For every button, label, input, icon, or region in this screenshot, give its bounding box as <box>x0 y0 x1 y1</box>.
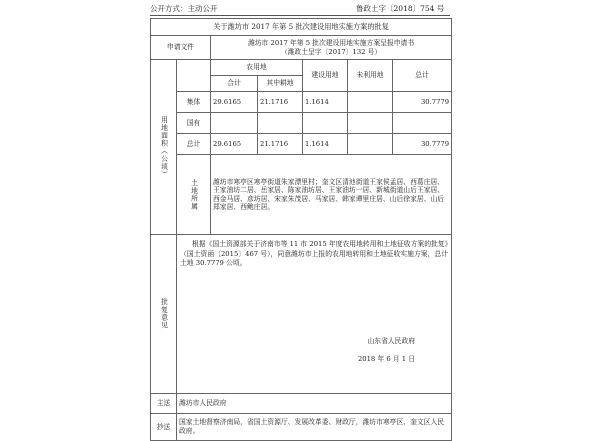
row-label: 国有 <box>177 113 211 134</box>
ownership-text: 潍坊市寒亭区寒亭街道朱家漂里村；奎文区清池街道王家侯孟居、西葛庄居、王家油坊二居、岳家居、陈家油坊居、王家油坊一居、新城街道山后王家居、西金马居、彦坊居、宋家朱茂居、马家居、韩家谭里庄居、山后徐家居、山后郑家居、西鲍庄居。 <box>211 155 452 235</box>
cell-farmland: 21.1716 <box>258 134 303 155</box>
header-divider <box>150 15 450 16</box>
application-text <box>211 36 452 60</box>
col-agricultural: 农用地 <box>211 60 303 76</box>
area-section-text: 用地面积（公顷） <box>159 115 168 179</box>
row-label: 集体 <box>177 92 211 113</box>
approval-table <box>150 18 452 441</box>
document-number: 鲁政土字〔2018〕754 号 <box>356 4 445 13</box>
document-title: 关于潍坊市 2017 年第 5 批次建设用地实施方案的批复 <box>151 19 452 36</box>
main-recipient-label: 主送 <box>151 394 177 414</box>
approval-label <box>151 235 177 394</box>
cell-construction: 1.1614 <box>303 92 348 113</box>
cell-sum: 30.7779 <box>393 92 452 113</box>
cc-value: 国家土地督察济南局，省国土资源厅、发展改革委、财政厅，潍坊市寒亭区、奎文区人民政府。 <box>177 414 452 441</box>
approval-text: 根据《国土资源部关于济南市等 11 市 2015 年度农用地转用和土地征收方案的批复》（国土资函〔2015〕467 号），同意潍坊市上报的农用地转用和土地征收实施方案，总计土地 30.7779 公顷。 <box>180 240 449 267</box>
table-row <box>151 92 452 113</box>
cell-total <box>211 113 258 134</box>
col-sum: 总计 <box>393 60 452 92</box>
cell-farmland <box>258 113 303 134</box>
cell-total: 29.6165 <box>211 92 258 113</box>
col-farmland: 其中耕地 <box>258 76 303 92</box>
application-label: 申请文件 <box>151 36 211 60</box>
approval-label-text: 批复意见 <box>159 298 168 330</box>
row-label: 总计 <box>177 134 211 155</box>
col-construction: 建设用地 <box>303 60 348 92</box>
col-total: 合计 <box>211 76 258 92</box>
application-line-1: 潍坊市 2017 年第 5 批次建设用地实施方案呈报申请书 <box>247 39 415 48</box>
cell-sum <box>393 113 452 134</box>
approval-date: 2018 年 6 月 1 日 <box>357 354 416 363</box>
area-section-label <box>151 60 177 235</box>
ownership-label-text: 土地所属 <box>189 178 198 211</box>
ownership-label <box>177 155 211 235</box>
approval-signer: 山东省人民政府 <box>367 336 416 345</box>
application-line-2: （潍政土呈字〔2017〕132 号） <box>280 47 382 56</box>
cell-sum: 30.7779 <box>393 134 452 155</box>
header-blank <box>177 60 211 92</box>
disclosure-label: 公开方式：主动公开 <box>150 4 218 13</box>
approval-content <box>177 235 452 394</box>
cell-construction <box>303 113 348 134</box>
cell-construction: 1.1614 <box>303 134 348 155</box>
cell-unused <box>348 92 393 113</box>
cell-unused <box>348 113 393 134</box>
table-row <box>151 134 452 155</box>
col-unused: 未利用地 <box>348 60 393 92</box>
table-row <box>151 113 452 134</box>
cc-label: 抄送 <box>151 414 177 441</box>
main-recipient-value: 潍坊市人民政府 <box>177 394 452 414</box>
cell-unused <box>348 134 393 155</box>
cell-total: 29.6165 <box>211 134 258 155</box>
cell-farmland: 21.1716 <box>258 92 303 113</box>
